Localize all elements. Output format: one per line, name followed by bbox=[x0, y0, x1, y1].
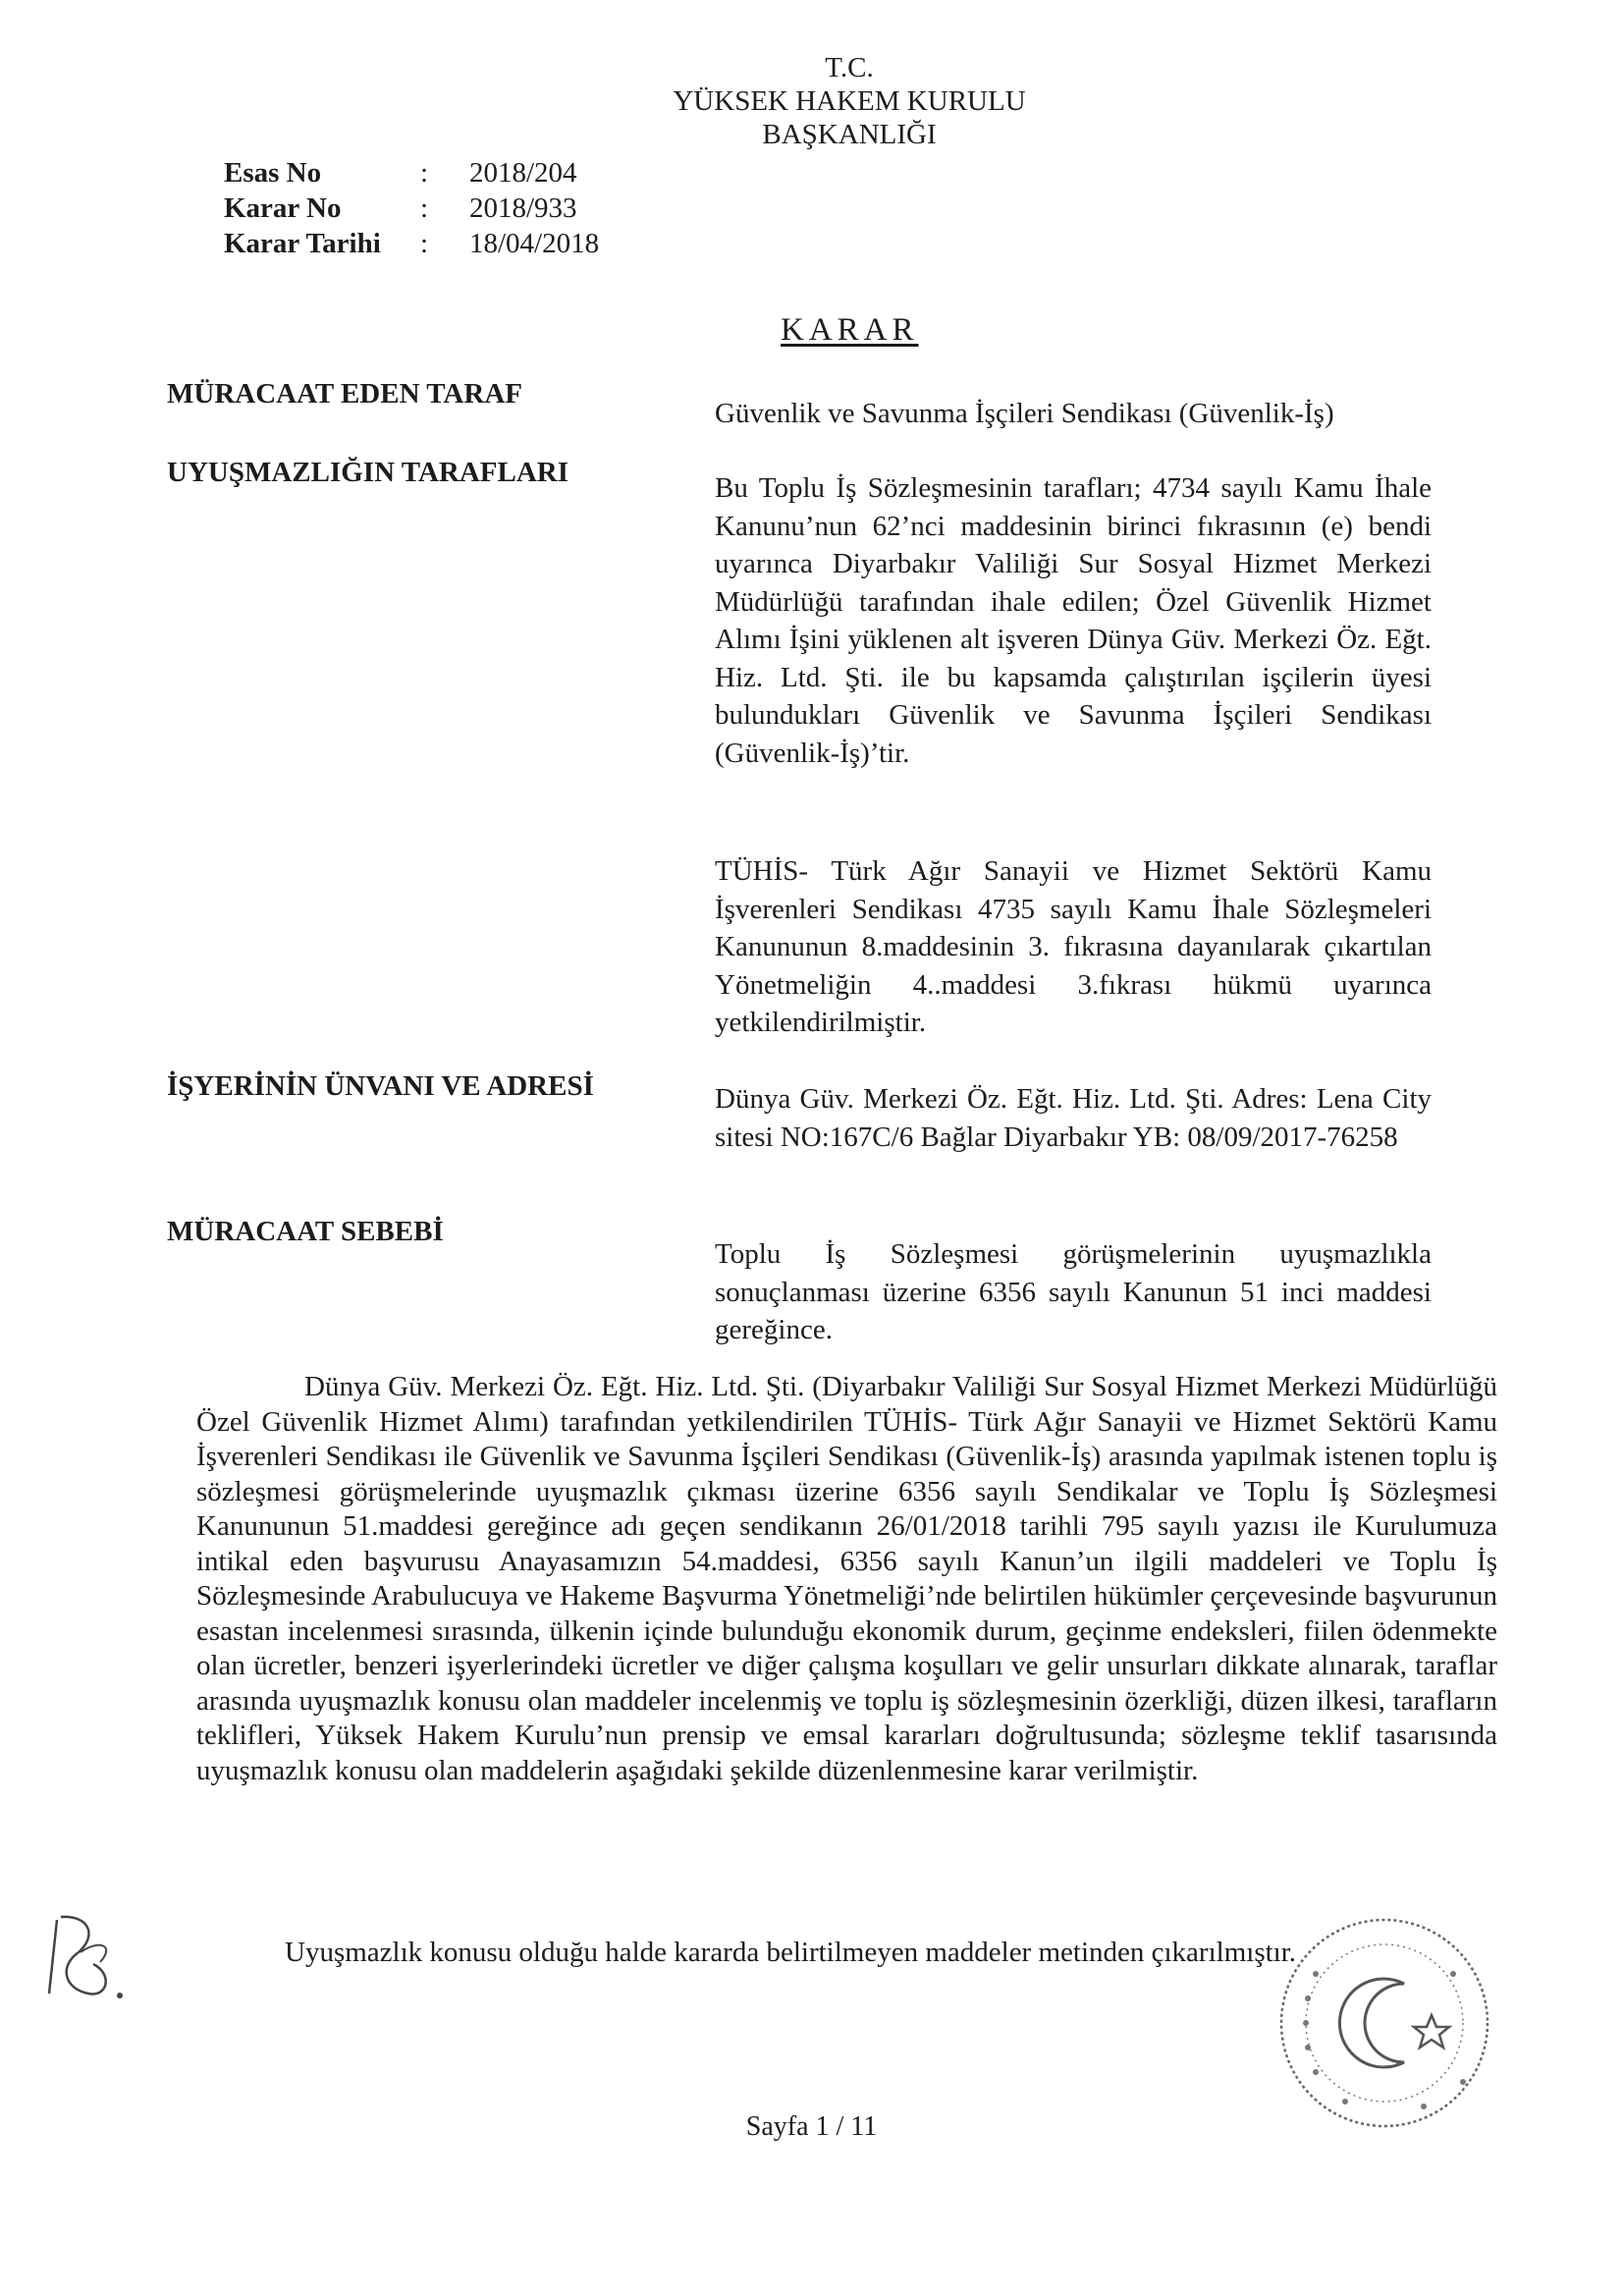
document-header bbox=[628, 51, 1070, 151]
header-tc: T.C. bbox=[825, 52, 874, 83]
header-institution: YÜKSEK HAKEM KURULU bbox=[673, 85, 1026, 117]
meta-value: 18/04/2018 bbox=[469, 228, 600, 259]
decision-title: KARAR bbox=[781, 312, 919, 348]
meta-label: Esas No bbox=[224, 157, 322, 189]
meta-row-tarih bbox=[224, 226, 599, 261]
section-label-workplace: İŞYERİNİN ÜNVANI VE ADRESİ bbox=[167, 1070, 594, 1102]
section-label-applicant: MÜRACAAT EDEN TARAF bbox=[167, 378, 522, 410]
meta-colon: : bbox=[420, 228, 429, 259]
section-text-applicant: Güvenlik ve Savunma İşçileri Sendikası (Güvenlik-İş) bbox=[715, 398, 1334, 429]
page-number: Sayfa 1 / 11 bbox=[745, 2111, 878, 2142]
handwritten-mark-icon bbox=[39, 1895, 128, 2018]
meta-value: 2018/933 bbox=[469, 192, 577, 224]
decision-note: Uyuşmazlık konusu olduğu halde kararda belirtilmeyen maddeler metinden çıkarılmıştır. bbox=[285, 1937, 1297, 1968]
meta-row-esas bbox=[224, 155, 599, 191]
case-metadata bbox=[224, 155, 599, 261]
section-label-reason: MÜRACAAT SEBEBİ bbox=[167, 1216, 444, 1247]
meta-label: Karar Tarihi bbox=[224, 228, 381, 259]
parties-paragraph-1: Bu Toplu İş Sözleşmesinin tarafları; 4734 sayılı Kamu İhale Kanunu’nun 62’nci maddesinin birinci fıkrasının (e) bendi uyarınca Diyarbakır Valiliği Sur Sosyal Hizmet Merkezi Müdürlüğü tarafından ihale edilen; Özel Güvenlik Hizmet Alımı İşini yüklenen alt işveren Dünya Güv. Merkezi Öz. Eğt. Hiz. Ltd. Şti. ile bu kapsamda çalıştırılan işçilerin üyesi bulundukları Güvenlik ve Savunma İşçileri Sendikası (Güvenlik-İş)’tir. bbox=[715, 472, 1432, 769]
section-text-reason: Toplu İş Sözleşmesi görüşmelerinin uyuşmazlıkla sonuçlanması üzerine 6356 sayılı Kanunun 51 inci maddesi gereğince. bbox=[715, 1238, 1432, 1345]
meta-colon: : bbox=[420, 157, 429, 189]
section-text-parties bbox=[715, 469, 1432, 772]
parties-paragraph-2: TÜHİS- Türk Ağır Sanayii ve Hizmet Sektörü Kamu İşverenleri Sendikası 4735 sayılı Kamu İhale Sözleşmeleri Kanununun 8.maddesinin 3. fıkrasına dayanılarak çıkartılan Yönetmeliğin 4..maddesi 3.fıkrası hükmü uyarınca yetkilendirilmiştir. bbox=[715, 855, 1432, 1038]
official-stamp-icon bbox=[1257, 1905, 1512, 2146]
section-text-authorization bbox=[715, 852, 1432, 1042]
header-presidency: BAŞKANLIĞI bbox=[762, 119, 937, 150]
section-label-parties: UYUŞMAZLIĞIN TARAFLARI bbox=[167, 457, 569, 488]
meta-label: Karar No bbox=[224, 192, 342, 224]
meta-value: 2018/204 bbox=[469, 157, 577, 189]
meta-row-karar bbox=[224, 191, 599, 226]
section-text-workplace: Dünya Güv. Merkezi Öz. Eğt. Hiz. Ltd. Şti. Adres: Lena City sitesi NO:167C/6 Bağlar Diyarbakır YB: 08/09/2017-76258 bbox=[715, 1083, 1432, 1153]
decision-paragraph: Dünya Güv. Merkezi Öz. Eğt. Hiz. Ltd. Şti. (Diyarbakır Valiliği Sur Sosyal Hizmet Merkezi Müdürlüğü Özel Güvenlik Hizmet Alımı) tarafından yetkilendirilen TÜHİS- Türk Ağır Sanayii ve Hizmet Sektörü Kamu İşverenleri Sendikası ile Güvenlik ve Savunma İşçileri Sendikası (Güvenlik-İş) arasında yapılmak istenen toplu iş sözleşmesi görüşmelerinde uyuşmazlık çıkması üzerine 6356 sayılı Sendikalar ve Toplu İş Sözleşmesi Kanununun 51.maddesi gereğince adı geçen sendikanın 26/01/2018 tarihli 795 sayılı yazısı ile Kurulumuza intikal eden başvurusu Anayasamızın 54.maddesi, 6356 sayılı Kanun’un ilgili maddeleri ve Toplu İş Sözleşmesinde Arabulucuya ve Hakeme Başvurma Yönetmeliği’nde belirtilen hükümler çerçevesinde başvurunun esastan incelenmesi sırasında, ülkenin içinde bulunduğu ekonomik durum, geçinme endeksleri, fiilen ödenmekte olan ücretler, benzeri işyerlerindeki ücretler ve diğer çalışma koşulları ve gelir unsurları dikkate alınarak, taraflar arasında uyuşmazlık konusu olan maddeler incelenmiş ve toplu iş sözleşmesinin özerkliği, düzen ilkesi, tarafların teklifleri, Yüksek Hakem Kurulu’nun prensip ve emsal kararları doğrultusunda; sözleşme teklif tasarısında uyuşmazlık konusu olan maddelerin aşağıdaki şekilde düzenlenmesine karar verilmiştir. bbox=[196, 1371, 1497, 1786]
meta-colon: : bbox=[420, 192, 429, 224]
decision-body bbox=[196, 1370, 1497, 1788]
